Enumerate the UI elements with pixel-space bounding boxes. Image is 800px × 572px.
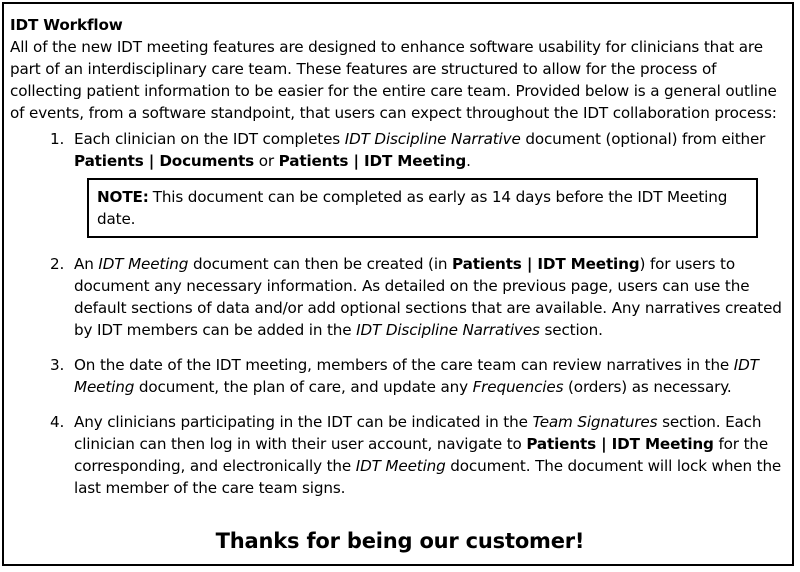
step-text: or (254, 152, 279, 170)
step-text: On the date of the IDT meeting, members of the care team can review narratives in the (74, 356, 734, 374)
list-item-step-2 (10, 253, 790, 341)
step-text: document, the plan of care, and update any (134, 378, 473, 396)
step-text: Each clinician on the IDT completes (74, 130, 345, 148)
step-number: 1. (50, 130, 65, 148)
list-item-step-4 (10, 411, 790, 499)
section-heading: IDT Workflow (10, 16, 123, 34)
note-label: NOTE: (97, 188, 149, 206)
closing-message: Thanks for being our customer! (215, 529, 585, 553)
step-text: for the corresponding, and electronically the (74, 435, 769, 475)
step-emphasis: IDT Meeting (98, 255, 189, 273)
step-emphasis: IDT Meeting (355, 457, 446, 475)
document-body (10, 14, 790, 499)
menu-path: Patients | Documents (74, 152, 255, 170)
step-emphasis: IDT Meeting (74, 356, 759, 396)
step-emphasis: IDT Discipline Narrative (344, 130, 521, 148)
step-text: document can then be created (in (188, 255, 453, 273)
step-number: 3. (50, 356, 65, 374)
step-emphasis: Frequencies (472, 378, 564, 396)
step-number: 4. (50, 413, 65, 431)
step-text: An (74, 255, 99, 273)
step-text: . (466, 152, 471, 170)
note-text: This document can be completed as early as 14 days before the IDT Meeting date. (97, 188, 728, 228)
step-text: document (optional) from either (520, 130, 766, 148)
step-text: ) for users to document any necessary information. As detailed on the previous page, users can use the default sections of data and/or add optional sections that are available. Any narratives created by IDT members can be added in the (74, 255, 782, 339)
menu-path: Patients | IDT Meeting (278, 152, 467, 170)
step-emphasis: IDT Discipline Narratives (356, 321, 540, 339)
step-text: Any clinicians participating in the IDT can be indicated in the (74, 413, 533, 431)
workflow-steps-continued (10, 253, 790, 499)
workflow-steps (10, 128, 790, 172)
menu-path: Patients | IDT Meeting (526, 435, 714, 453)
step-text: (orders) as necessary. (563, 378, 732, 396)
step-text: document. The document will lock when the last member of the care team signs. (74, 457, 782, 497)
list-item-step-3 (10, 354, 790, 398)
menu-path: Patients | IDT Meeting (452, 255, 640, 273)
step-text: section. (539, 321, 603, 339)
step-text: section. Each clinician can then log in with their user account, navigate to (74, 413, 762, 453)
step-emphasis: Team Signatures (532, 413, 658, 431)
note-box (87, 178, 758, 238)
step-number: 2. (50, 255, 65, 273)
list-item-step-1 (10, 128, 790, 172)
intro-paragraph: All of the new IDT meeting features are designed to enhance software usability for clinicians that are part of an interdisciplinary care team. These features are structured to allow for the process of collecting patient information to be easier for the entire care team. Provided below is a general outline of events, from a software standpoint, that users can expect throughout the IDT collaboration process: (10, 38, 777, 122)
